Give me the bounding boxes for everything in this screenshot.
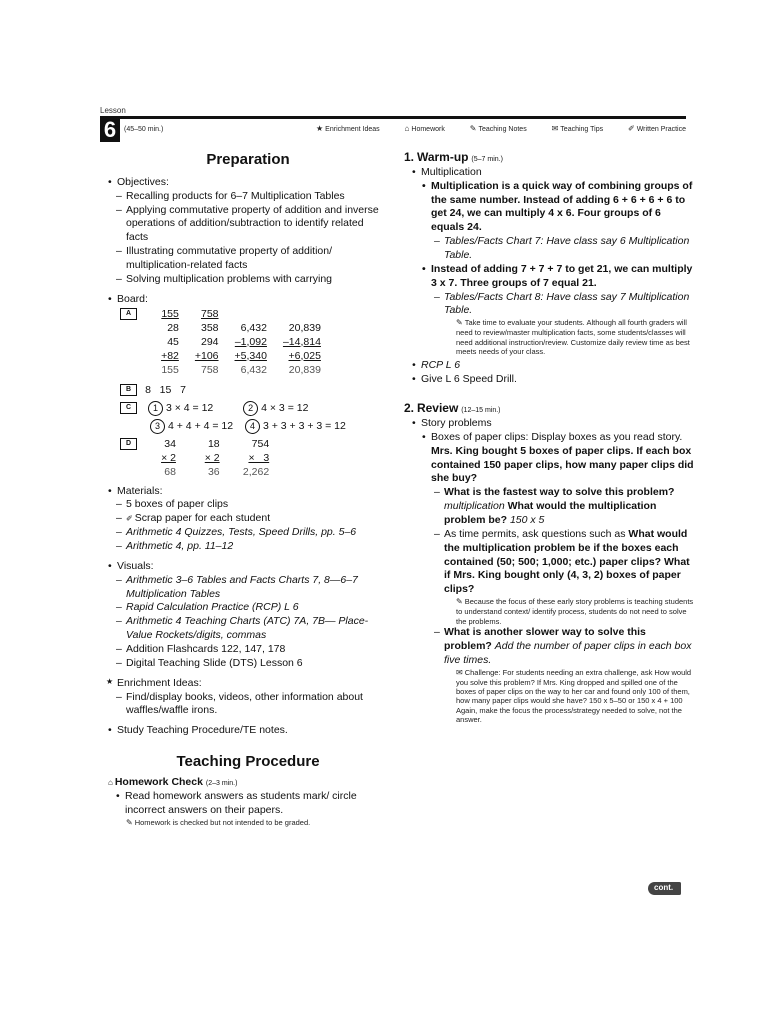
visual-item: – Arithmetic 3–6 Tables and Facts Charts 7, 8—6–7 Multiplication Tables <box>116 574 388 602</box>
circled-number: 4 <box>245 419 260 434</box>
material-item: – ✐ Scrap paper for each student <box>116 512 388 526</box>
material-item: – Arithmetic 4 Quizzes, Tests, Speed Drills, pp. 5–6 <box>116 526 388 540</box>
objective-item: – Recalling products for 6–7 Multiplication Tables <box>116 190 388 204</box>
board-b: B 8 15 7 <box>120 381 388 399</box>
board-cell: 34 <box>164 437 176 450</box>
house-icon: ⌂ <box>108 777 113 787</box>
board-cell: 18 <box>207 437 220 450</box>
tip-icon: ✉ <box>551 124 559 133</box>
study-note: • Study Teaching Procedure/TE notes. <box>108 724 388 738</box>
mult-chart-7: – Tables/Facts Chart 7: Have class say 6 Multiplication Table. <box>434 235 694 263</box>
material-item: – 5 boxes of paper clips <box>116 498 388 512</box>
board-cell: 294 <box>201 335 219 348</box>
objective-item: – Solving multiplication problems with carrying <box>116 273 388 287</box>
board-cell: +5,340 <box>234 349 267 362</box>
preparation-title: Preparation <box>206 151 290 168</box>
board-cell: +6,025 <box>288 349 321 362</box>
circled-number: 3 <box>150 419 165 434</box>
note-icon: ✎ <box>456 318 463 328</box>
lesson-number: 6 <box>100 118 120 142</box>
story-problems-label: • Story problems <box>412 417 694 431</box>
warmup-heading: 1. Warm-up (5–7 min.) <box>404 150 503 164</box>
tip-icon: ✉ <box>456 667 463 677</box>
question-2: – As time permits, ask questions such as What would the multiplication problem be if the boxes each contained (50; 500; 1,000; etc.) paper clips? What if Mrs. King bought only (4, 3, 2) boxes of paper clips? <box>434 528 694 597</box>
legend-homework: ⌂ Homework <box>404 124 445 133</box>
board-cell: 36 <box>207 465 220 478</box>
objectives-label: • Objectives: <box>108 176 388 190</box>
board-cell: 45 <box>167 335 179 348</box>
homework-check-heading: ⌂ Homework Check (2–3 min.) <box>108 775 238 788</box>
review-heading: 2. Review (12–15 min.) <box>404 401 501 416</box>
board-cell: 758 <box>201 363 219 376</box>
challenge-note: ✉ Challenge: For students needing an extra challenge, ask How would you solve this problem? If Mrs. King dropped and spilled one of the boxes of paper clips on the way to her car and found only 100 of them, how many paper clips would she have? 150 x 5–50 or 150 x 4 + 100 Again, make the focus the process/strategy needed to solve, not the answer. <box>456 667 692 725</box>
materials-list <box>116 498 388 553</box>
board-cell: +106 <box>194 349 219 362</box>
board-cell: –1,092 <box>234 335 267 348</box>
board-cell: 155 <box>161 307 179 320</box>
circled-number: 2 <box>243 401 258 416</box>
story-problem: • Boxes of paper clips: Display boxes as you read story. Mrs. King bought 5 boxes of paper clips. If each box contained 150 paper clips, how many paper clips did she buy? <box>422 431 694 486</box>
homework-item: • Read homework answers as students mark/ circle incorrect answers on their papers. <box>116 790 388 818</box>
homework-note: ✎ Homework is checked but not intended to be graded. <box>126 817 311 827</box>
pencil-icon: ✐ <box>126 514 133 524</box>
board-c-row2: 3 4 + 4 + 4 = 12 4 3 + 3 + 3 + 3 = 12 <box>150 417 388 435</box>
visuals-label: • Visuals: <box>108 560 388 574</box>
board-cell: 28 <box>167 321 179 334</box>
note-icon: ✎ <box>126 817 133 827</box>
enrichment-label-row: ★ Enrichment Ideas: <box>106 676 202 689</box>
board-cell: × 3 <box>248 451 270 464</box>
right-column <box>404 150 694 724</box>
board-b-label: B <box>120 384 137 396</box>
objective-item: – Applying commutative property of addition and inverse operations of addition/subtraction to identify related facts <box>116 204 388 246</box>
board-cell: 754 <box>251 437 270 450</box>
legend-teaching-tips: ✉ Teaching Tips <box>551 124 604 133</box>
visuals-list <box>116 574 388 671</box>
question-3: – What is another slower way to solve this problem? Add the number of paper clips in each box five times. <box>434 626 694 668</box>
procedure-title: Teaching Procedure <box>176 753 320 771</box>
enrichment-item: – Find/display books, videos, other information about waffles/waffle irons. <box>116 691 388 719</box>
mult-teaching-note: ✎ Take time to evaluate your students. Although all fourth graders will need to review/master multiplication facts, some students/classes will need additional instruction/review. Customize daily review time as best meets needs of your class. <box>456 318 690 357</box>
mult-point-2: • Instead of adding 7 + 7 + 7 to get 21, we can multiply 3 x 7. Three groups of 7 equal 21. <box>422 263 694 291</box>
mult-point-1: • Multiplication is a quick way of combining groups of the same number. Instead of adding 6 + 6 + 6 + 6 to get 24, we can multiply 4 x 6. Four groups of 6 equals 24. <box>422 180 694 235</box>
board-cell: 758 <box>201 307 219 320</box>
board-c: C 1 3 × 4 = 12 2 4 × 3 = 12 <box>120 399 388 417</box>
pencil-icon: ✐ <box>628 124 635 133</box>
star-icon: ★ <box>106 676 114 686</box>
legend-teaching-notes: ✎ Teaching Notes <box>469 124 527 133</box>
rcp-item: • RCP L 6 <box>412 359 694 373</box>
legend-enrichment: ★ Enrichment Ideas <box>316 124 380 133</box>
lesson-time: (45–50 min.) <box>124 126 164 133</box>
legend-written-practice: ✐ Written Practice <box>628 124 686 133</box>
board-cell: 68 <box>164 465 176 478</box>
board-cell: 20,839 <box>288 363 321 376</box>
question-1: – What is the fastest way to solve this problem? multiplication What would the multiplication problem be? 150 x 5 <box>434 486 694 528</box>
question-2-note: ✎ Because the focus of these early story problems is teaching students to understand context/ identify process, students do not need to solve the problems. <box>456 597 694 626</box>
board-cell: 155 <box>161 363 179 376</box>
left-column <box>108 150 388 828</box>
enrichment-list <box>116 691 388 719</box>
mult-chart-8: – Tables/Facts Chart 8: Have class say 7 Multiplication Table. <box>434 291 694 319</box>
material-item: – Arithmetic 4, pp. 11–12 <box>116 540 388 554</box>
note-icon: ✎ <box>469 124 477 133</box>
house-icon: ⌂ <box>404 124 410 133</box>
continued-badge: cont. <box>648 882 681 895</box>
board-a <box>120 307 388 377</box>
header-rule <box>100 116 686 119</box>
objectives-list <box>116 190 388 287</box>
board-a-label: A <box>120 308 137 320</box>
circled-number: 1 <box>148 401 163 416</box>
board-label: • Board: <box>108 293 388 307</box>
board-d-label: D <box>120 438 137 450</box>
visual-item: – Addition Flashcards 122, 147, 178 <box>116 643 388 657</box>
board-cell: 358 <box>201 321 219 334</box>
visual-item: – Digital Teaching Slide (DTS) Lesson 6 <box>116 657 388 671</box>
board-cell: 2,262 <box>242 465 270 478</box>
note-icon: ✎ <box>456 597 463 607</box>
board-cell: × 2 <box>161 451 176 464</box>
board-cell: –14,814 <box>282 335 321 348</box>
board-cell: 20,839 <box>288 321 321 334</box>
board-cell: +82 <box>161 349 179 362</box>
board-cell: 6,432 <box>240 321 267 334</box>
star-icon: ★ <box>316 124 324 133</box>
multiplication-label: • Multiplication <box>412 166 694 180</box>
materials-label: • Materials: <box>108 485 388 499</box>
icon-legend <box>316 124 686 135</box>
board-cell: 6,432 <box>240 363 267 376</box>
board-d <box>120 437 388 479</box>
visual-item: – Arithmetic 4 Teaching Charts (ATC) 7A, 7B— Place-Value Rockets/digits, commas <box>116 615 388 643</box>
visual-item: – Rapid Calculation Practice (RCP) L 6 <box>116 601 388 615</box>
board-c-label: C <box>120 402 137 414</box>
speed-drill-item: • Give L 6 Speed Drill. <box>412 373 694 387</box>
board-cell: × 2 <box>204 451 220 464</box>
objective-item: – Illustrating commutative property of addition/ multiplication-related facts <box>116 245 388 273</box>
lesson-label: Lesson <box>100 106 126 115</box>
